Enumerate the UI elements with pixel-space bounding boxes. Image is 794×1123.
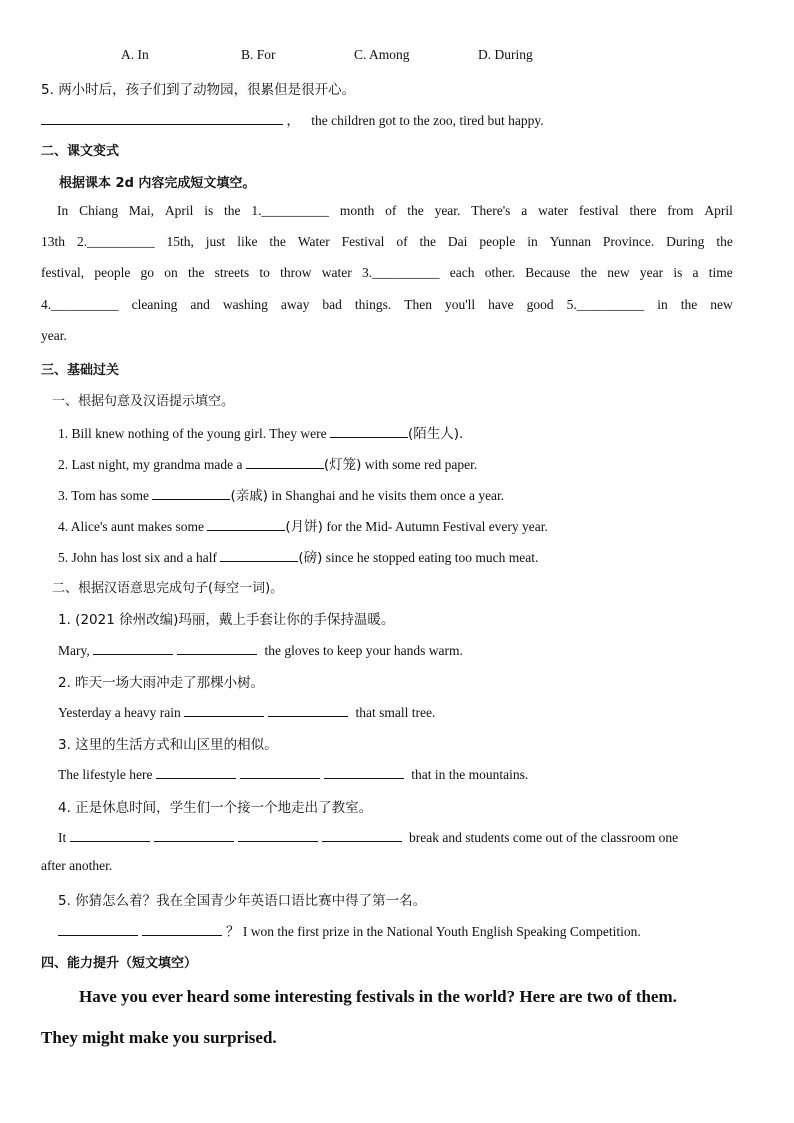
- passage-last-line: year.: [41, 328, 67, 343]
- passage-word: Mai,: [128, 203, 155, 218]
- passage-word: each: [449, 265, 475, 280]
- passage-word: a: [692, 265, 699, 280]
- passage-word: there: [629, 203, 657, 218]
- passage-word: throw: [280, 265, 312, 280]
- passage-word: water: [321, 265, 352, 280]
- answer-blank[interactable]: [268, 702, 348, 717]
- answer-blank[interactable]: [207, 516, 285, 531]
- english-sentence: [58, 920, 794, 940]
- sentence-text: 4. Alice's aunt makes some: [58, 519, 208, 534]
- passage-word: festival,: [41, 265, 85, 280]
- passage-word: the: [419, 234, 436, 249]
- passage-word: on: [164, 265, 178, 280]
- passage-word: in: [657, 297, 668, 312]
- paragraph-line-1: Have you ever heard some interesting festivals in the world? Here are two of them.: [79, 987, 677, 1006]
- passage-word: Chiang: [79, 203, 119, 218]
- passage-word: is: [673, 265, 683, 280]
- section3-title: 三、基础过关: [41, 363, 120, 378]
- passage-word: is: [204, 203, 214, 218]
- chinese-hint: (月饼): [285, 519, 323, 535]
- question-mark: ？: [226, 924, 240, 940]
- passage-word: time: [708, 265, 733, 280]
- chinese-sentence: 2. 昨天一场大雨冲走了那棵小树。: [58, 675, 265, 691]
- answer-blank[interactable]: [246, 454, 324, 469]
- passage-word: in: [527, 234, 538, 249]
- passage-blank[interactable]: 5.__________: [566, 297, 645, 312]
- passage-blank[interactable]: 3.__________: [361, 265, 440, 280]
- passage-word: things.: [354, 297, 392, 312]
- answer-blank[interactable]: [154, 827, 234, 842]
- passage-word: 15th,: [166, 234, 194, 249]
- sentence-text: the gloves to keep your hands warm.: [261, 643, 463, 658]
- option-c: C. Among: [354, 47, 410, 62]
- answer-blank[interactable]: [177, 640, 257, 655]
- q5-english: the children got to the zoo, tired but happy.: [311, 113, 544, 128]
- passage-word: people: [94, 265, 131, 280]
- passage-word: Water: [297, 234, 330, 249]
- passage-word: from: [667, 203, 694, 218]
- chinese-hint: (灯笼): [323, 457, 362, 473]
- passage-word: festival: [578, 203, 619, 218]
- sentence-text: since he stopped eating too much meat.: [322, 550, 539, 565]
- answer-blank[interactable]: [142, 921, 222, 936]
- passage-word: April: [704, 203, 733, 218]
- passage-blank[interactable]: 2.__________: [76, 234, 155, 249]
- option-a: A. In: [121, 47, 149, 62]
- sentence-text: in Shanghai and he visits them once a year.: [267, 488, 505, 503]
- part1-item: [58, 422, 794, 442]
- passage-word: like: [237, 234, 258, 249]
- part2-title: 二、根据汉语意思完成句子(每空一词)。: [52, 581, 284, 596]
- passage-word: cleaning: [131, 297, 178, 312]
- sentence-text: 5. John has lost six and a half: [58, 550, 221, 565]
- sentence-text: Mary,: [58, 643, 94, 658]
- passage-word: other.: [484, 265, 516, 280]
- passage-word: Province.: [602, 234, 655, 249]
- passage-word: water: [538, 203, 569, 218]
- paragraph-line-2: They might make you surprised.: [41, 1028, 277, 1047]
- passage-blank[interactable]: 1.__________: [251, 203, 329, 218]
- sentence-text: 1. Bill knew nothing of the young girl. They were: [58, 426, 330, 441]
- sentence-text: Yesterday a heavy rain: [58, 705, 185, 720]
- chinese-sentence: 4. 正是休息时间，学生们一个接一个地走出了教室。: [58, 800, 373, 816]
- passage-blank[interactable]: 4.__________: [41, 297, 119, 312]
- comma: ，: [286, 113, 300, 129]
- q5-answer: [41, 109, 794, 129]
- english-sentence: [58, 827, 794, 846]
- passage-word: go: [140, 265, 155, 280]
- sentence-text: that small tree.: [352, 705, 436, 720]
- part1-item: [58, 453, 794, 473]
- passage-word: Because: [525, 265, 571, 280]
- part1-item: [58, 515, 794, 535]
- chinese-hint: (亲戚): [230, 488, 268, 504]
- answer-blank[interactable]: [41, 110, 283, 125]
- passage-word: In: [57, 203, 69, 218]
- sentence-text: I won the first prize in the National Youth English Speaking Competition.: [239, 924, 641, 939]
- passage-word: new: [607, 265, 630, 280]
- passage-word: April: [164, 203, 194, 218]
- passage-word: washing: [222, 297, 268, 312]
- sentence-text: break and students come out of the classroom one: [405, 830, 679, 845]
- passage-word: the: [224, 203, 241, 218]
- q5-number: 5.: [41, 82, 54, 98]
- passage-word: year: [639, 265, 664, 280]
- answer-blank[interactable]: [238, 827, 318, 842]
- passage-word: you'll: [444, 297, 476, 312]
- passage-word: the: [407, 203, 424, 218]
- passage-word: Festival: [341, 234, 385, 249]
- passage-word: bad: [322, 297, 342, 312]
- passage-word: new: [710, 297, 733, 312]
- answer-blank[interactable]: [324, 764, 404, 779]
- section2-title: 二、课文变式: [41, 144, 120, 159]
- passage-word: the: [580, 265, 597, 280]
- passage-word: just: [205, 234, 226, 249]
- passage-word: streets: [214, 265, 250, 280]
- passage-word: During: [666, 234, 705, 249]
- sentence-continuation: after another.: [41, 858, 113, 873]
- option-d: D. During: [478, 47, 533, 62]
- passage-word: a: [521, 203, 528, 218]
- answer-blank[interactable]: [70, 827, 150, 842]
- passage-word: have: [488, 297, 514, 312]
- passage-word: There's: [471, 203, 511, 218]
- passage-word: and: [190, 297, 210, 312]
- passage-word: year.: [434, 203, 461, 218]
- chinese-hint: (磅): [298, 550, 323, 566]
- sentence-text: 3. Tom has some: [58, 488, 153, 503]
- option-b: B. For: [241, 47, 276, 62]
- passage-word: the: [716, 234, 733, 249]
- answer-blank[interactable]: [322, 827, 402, 842]
- passage-word: the: [269, 234, 286, 249]
- english-sentence: [58, 640, 794, 659]
- passage-line: [57, 203, 733, 219]
- chinese-hint: (陌生人).: [407, 426, 464, 442]
- answer-blank[interactable]: [220, 547, 298, 562]
- answer-blank[interactable]: [330, 423, 408, 438]
- passage-word: good: [526, 297, 554, 312]
- english-sentence: [58, 702, 794, 721]
- part1-title: 一、根据句意及汉语提示填空。: [52, 394, 235, 409]
- passage-line: [41, 297, 733, 313]
- passage-line: [41, 265, 733, 281]
- chinese-sentence: 1. (2021 徐州改编)玛丽，戴上手套让你的手保持温暖。: [58, 612, 395, 628]
- passage-word: to: [259, 265, 270, 280]
- passage-word: the: [187, 265, 205, 280]
- answer-blank[interactable]: [58, 921, 138, 936]
- english-sentence: [58, 764, 794, 783]
- passage-word: of: [385, 203, 397, 218]
- q5-chinese: 两小时后，孩子们到了动物园，很累但是很开心。: [58, 82, 356, 98]
- section2-instruction: 根据课本 2d 内容完成短文填空。: [59, 176, 256, 191]
- passage-word: Then: [404, 297, 432, 312]
- section4-title: 四、能力提升（短文填空）: [41, 956, 198, 971]
- passage-word: people: [479, 234, 516, 249]
- passage-word: month: [339, 203, 375, 218]
- sentence-text: for the Mid- Autumn Festival every year.: [322, 519, 548, 534]
- q5-prompt: [41, 78, 794, 98]
- passage-word: the: [680, 297, 698, 312]
- passage-word: Dai: [447, 234, 468, 249]
- sentence-text: 2. Last night, my grandma made a: [58, 457, 246, 472]
- answer-blank[interactable]: [152, 485, 230, 500]
- answer-blank[interactable]: [184, 702, 264, 717]
- chinese-sentence: 5. 你猜怎么着？我在全国青少年英语口语比赛中得了第一名。: [58, 893, 427, 909]
- passage-word: away: [280, 297, 310, 312]
- part1-item: [58, 484, 794, 504]
- answer-blank[interactable]: [93, 640, 173, 655]
- answer-blank[interactable]: [156, 764, 236, 779]
- answer-blank[interactable]: [240, 764, 320, 779]
- passage-word: Yunnan: [549, 234, 591, 249]
- sentence-text: The lifestyle here: [58, 767, 156, 782]
- chinese-sentence: 3. 这里的生活方式和山区里的相似。: [58, 737, 278, 753]
- passage-word: 13th: [41, 234, 66, 249]
- passage-line: [41, 234, 733, 250]
- sentence-text: that in the mountains.: [407, 767, 529, 782]
- part1-item: [58, 546, 794, 566]
- passage-word: of: [396, 234, 408, 249]
- sentence-text: It: [58, 830, 70, 845]
- sentence-text: with some red paper.: [361, 457, 478, 472]
